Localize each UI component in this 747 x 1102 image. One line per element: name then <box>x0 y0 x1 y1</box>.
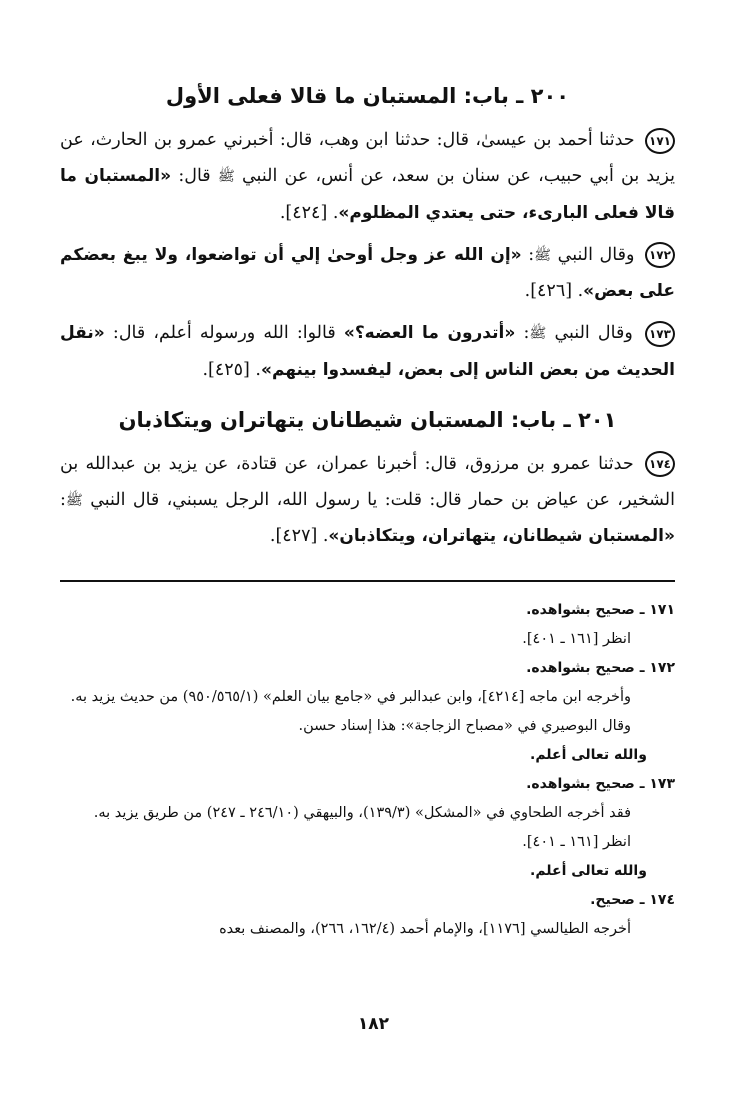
footnote-173-closing: والله تعالى أعلم. <box>530 863 647 879</box>
salawat-glyph: ﷺ <box>65 492 83 508</box>
hadith-173-ref: . [٤٢٥]. <box>202 359 261 380</box>
footnote-172-closing: والله تعالى أعلم. <box>530 747 647 763</box>
footnote-174-line-1: أخرجه الطيالسي [١١٧٦]، والإمام أحمد (١٦٢/٤، ٢٦٦)، والمصنف بعده <box>219 921 631 937</box>
footnote-173-head: ١٧٣ ـ صحيح بشواهده. <box>526 776 675 792</box>
hadith-174-ref: . [٤٢٧]. <box>269 526 329 546</box>
footnote-173-line-2: انظر [١٦١ ـ ٤٠١]. <box>522 834 631 850</box>
salawat-glyph: ﷺ <box>534 247 552 263</box>
hadith-173-text-2: قالوا: الله ورسوله أعلم، قال: <box>112 323 336 343</box>
hadith-173-colon: : <box>523 323 530 343</box>
section-201-heading: ٢٠١ ـ باب: المستبان شيطانان يتهاتران ويتكاذبان <box>118 407 617 432</box>
hadith-171-text: حدثنا أحمد بن عيسىٰ، قال: حدثنا ابن وهب، قال: أخبرني عمرو بن الحارث، عن يزيد بن أبي حبيب، عن سنان بن سعد، عن أنس، عن النبي <box>60 130 675 186</box>
hadith-172-text: وقال النبي <box>557 244 635 265</box>
footnote-173-line-1: فقد أخرجه الطحاوي في «المشكل» (١٣٩/٣)، والبيهقي (٢٤٦/١٠ ـ ٢٤٧) من طريق يزيد به. <box>93 805 631 821</box>
footnote-172-head: ١٧٢ ـ صحيح بشواهده. <box>526 660 675 676</box>
hadith-171-said: قال: <box>178 166 211 186</box>
footnote-171-head: ١٧١ ـ صحيح بشواهده. <box>526 602 675 618</box>
hadith-174-quote: «المستبان شيطانان، يتهاتران، ويتكاذبان» <box>328 526 675 546</box>
hadith-174-colon: : <box>60 489 66 510</box>
hadith-number-172: ١٧٢ <box>645 242 675 268</box>
salawat-glyph: ﷺ <box>529 325 547 342</box>
hadith-173 <box>60 315 675 388</box>
hadith-174-text: حدثنا عمرو بن مرزوق، قال: أخبرنا عمران، عن قتادة، عن يزيد بن عبدالله بن الشخير، عن عياض بن حمار قال: قلت: يا رسول الله، الرجل يسبني، قال النبي <box>60 453 675 510</box>
page-content <box>60 78 675 1102</box>
hadith-171-quote: «المستبان ما قالا فعلى البارىء، حتى يعتدي المظلوم» <box>60 166 675 223</box>
hadith-number-171: ١٧١ <box>645 128 675 154</box>
footnotes <box>60 596 675 944</box>
hadith-number-174: ١٧٤ <box>645 451 675 477</box>
hadith-172-quote: «إن الله عز وجل أوحىٰ إلي أن تواضعوا، ولا يبغ بعضكم على بعض» <box>60 244 675 301</box>
hadith-173-quote-2: «نقل الحديث من بعض الناس إلى بعض، ليفسدوا بينهم» <box>60 323 675 380</box>
hadith-173-quote-1: «أتدرون ما العضه؟» <box>343 323 516 343</box>
hadith-172-colon: : <box>528 244 535 265</box>
hadith-number-173: ١٧٣ <box>645 321 675 347</box>
hadith-174 <box>60 446 675 555</box>
hadith-171 <box>60 122 675 231</box>
salawat-glyph: ﷺ <box>217 168 235 185</box>
hadith-171-ref: . [٤٢٤]. <box>279 202 339 223</box>
page-number: ١٨٢ <box>357 1014 390 1034</box>
footnote-171-line: انظر [١٦١ ـ ٤٠١]. <box>522 631 631 647</box>
footnote-174-head: ١٧٤ ـ صحيح. <box>590 892 675 908</box>
hadith-172 <box>60 237 675 310</box>
section-200-heading: ٢٠٠ ـ باب: المستبان ما قالا فعلى الأول <box>165 84 570 108</box>
footnote-172-line-2: وقال البوصيري في «مصباح الزجاجة»: هذا إسناد حسن. <box>298 718 631 734</box>
footnote-172-line-1: وأخرجه ابن ماجه [٤٢١٤]، وابن عبدالبر في «جامع بيان العلم» (٩٥٠/٥٦٥/١) من حديث يزيد به. <box>70 689 631 705</box>
hadith-172-ref: . [٤٢٦]. <box>524 281 584 301</box>
footnote-divider <box>60 580 675 582</box>
hadith-173-text: وقال النبي <box>554 323 633 343</box>
